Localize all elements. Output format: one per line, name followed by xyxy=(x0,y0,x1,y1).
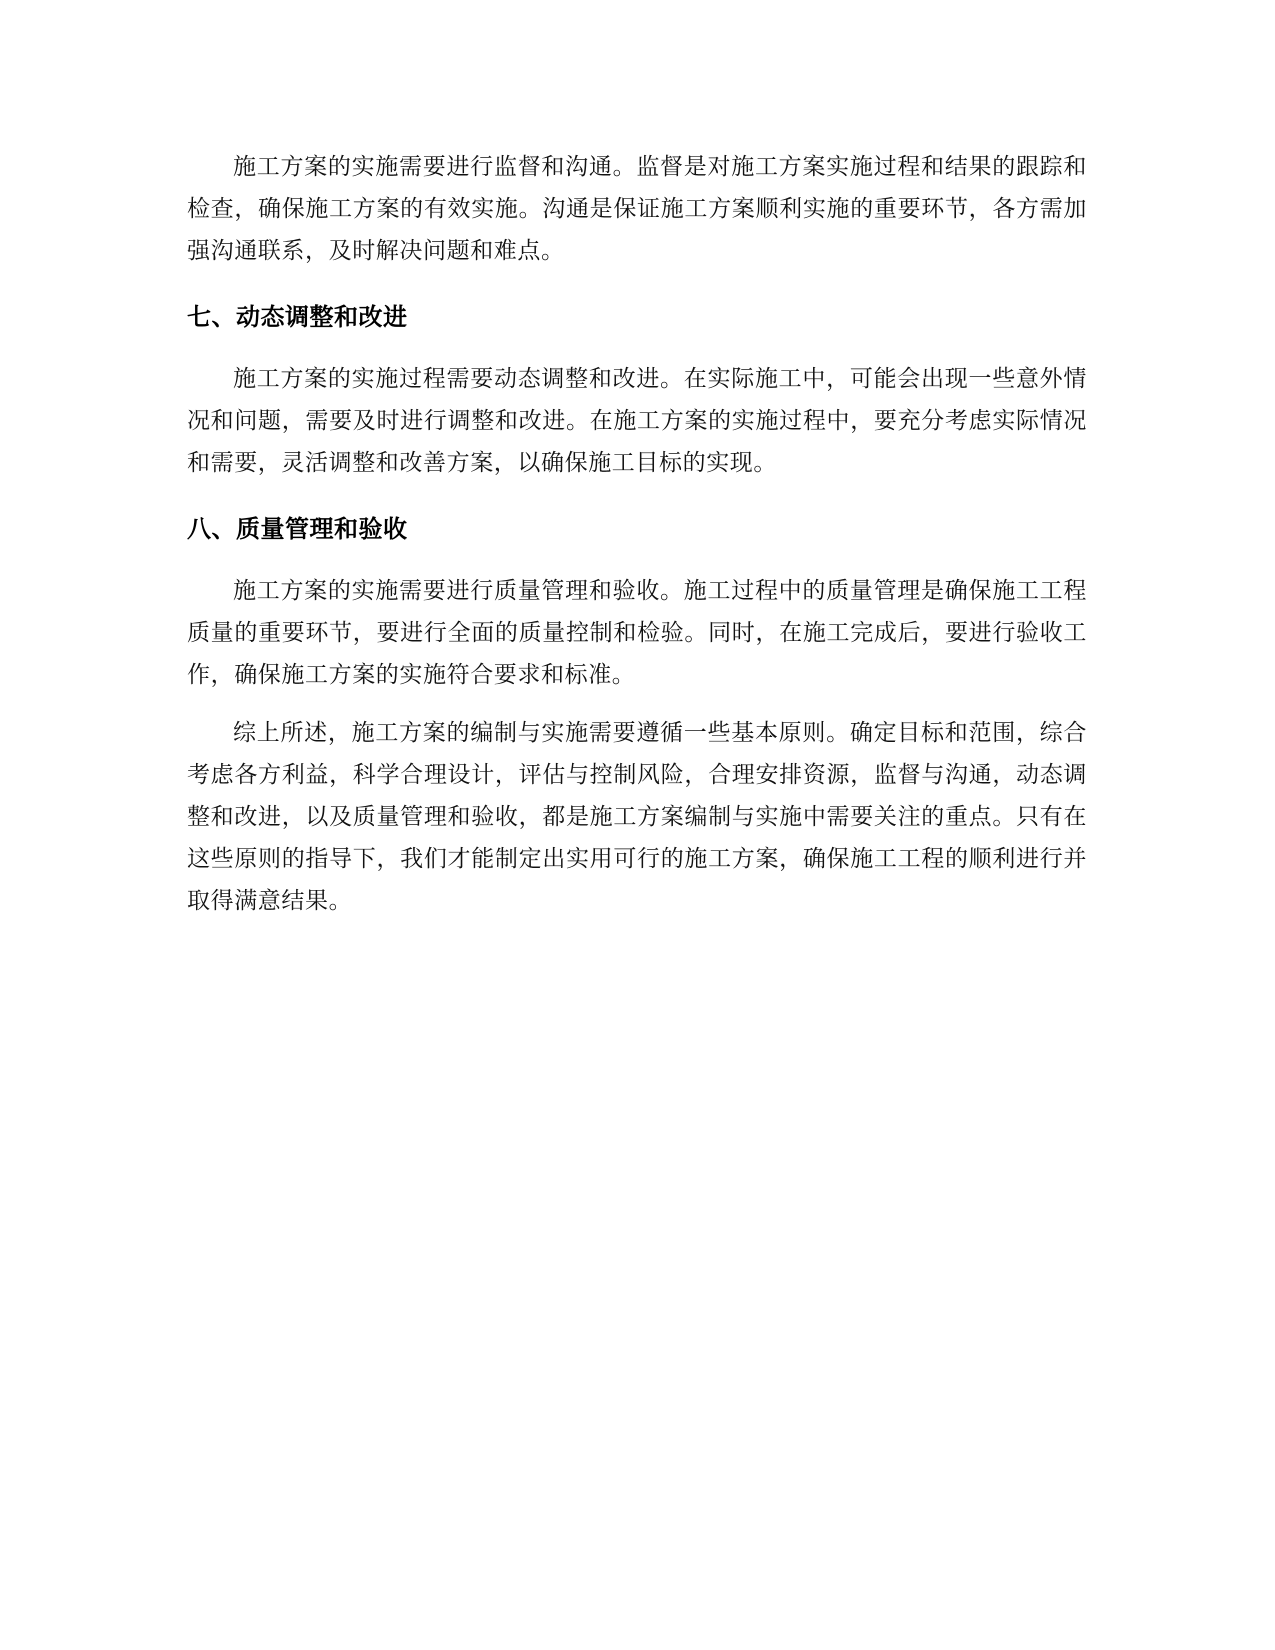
paragraph-summary: 综上所述，施工方案的编制与实施需要遵循一些基本原则。确定目标和范围，综合考虑各方利益，科学合理设计，评估与控制风险，合理安排资源，监督与沟通，动态调整和改进，以及质量管理和验收，都是施工方案编制与实施中需要关注的重点。只有在这些原则的指导下，我们才能制定出实用可行的施工方案，确保施工工程的顺利进行并取得满意结果。 xyxy=(187,720,1087,914)
section-heading-8: 八、质量管理和验收 xyxy=(187,515,408,543)
paragraph-supervision-communication: 施工方案的实施需要进行监督和沟通。监督是对施工方案实施过程和结果的跟踪和检查，确保施工方案的有效实施。沟通是保证施工方案顺利实施的重要环节，各方需加强沟通联系，及时解决问题和难点。 xyxy=(187,154,1087,264)
document-body xyxy=(187,146,1087,938)
paragraph-dynamic-adjustment: 施工方案的实施过程需要动态调整和改进。在实际施工中，可能会出现一些意外情况和问题，需要及时进行调整和改进。在施工方案的实施过程中，要充分考虑实际情况和需要，灵活调整和改善方案，以确保施工目标的实现。 xyxy=(187,366,1087,476)
section-heading-7: 七、动态调整和改进 xyxy=(187,303,408,331)
paragraph-quality-management: 施工方案的实施需要进行质量管理和验收。施工过程中的质量管理是确保施工工程质量的重要环节，要进行全面的质量控制和检验。同时，在施工完成后，要进行验收工作，确保施工方案的实施符合要求和标准。 xyxy=(187,578,1087,688)
